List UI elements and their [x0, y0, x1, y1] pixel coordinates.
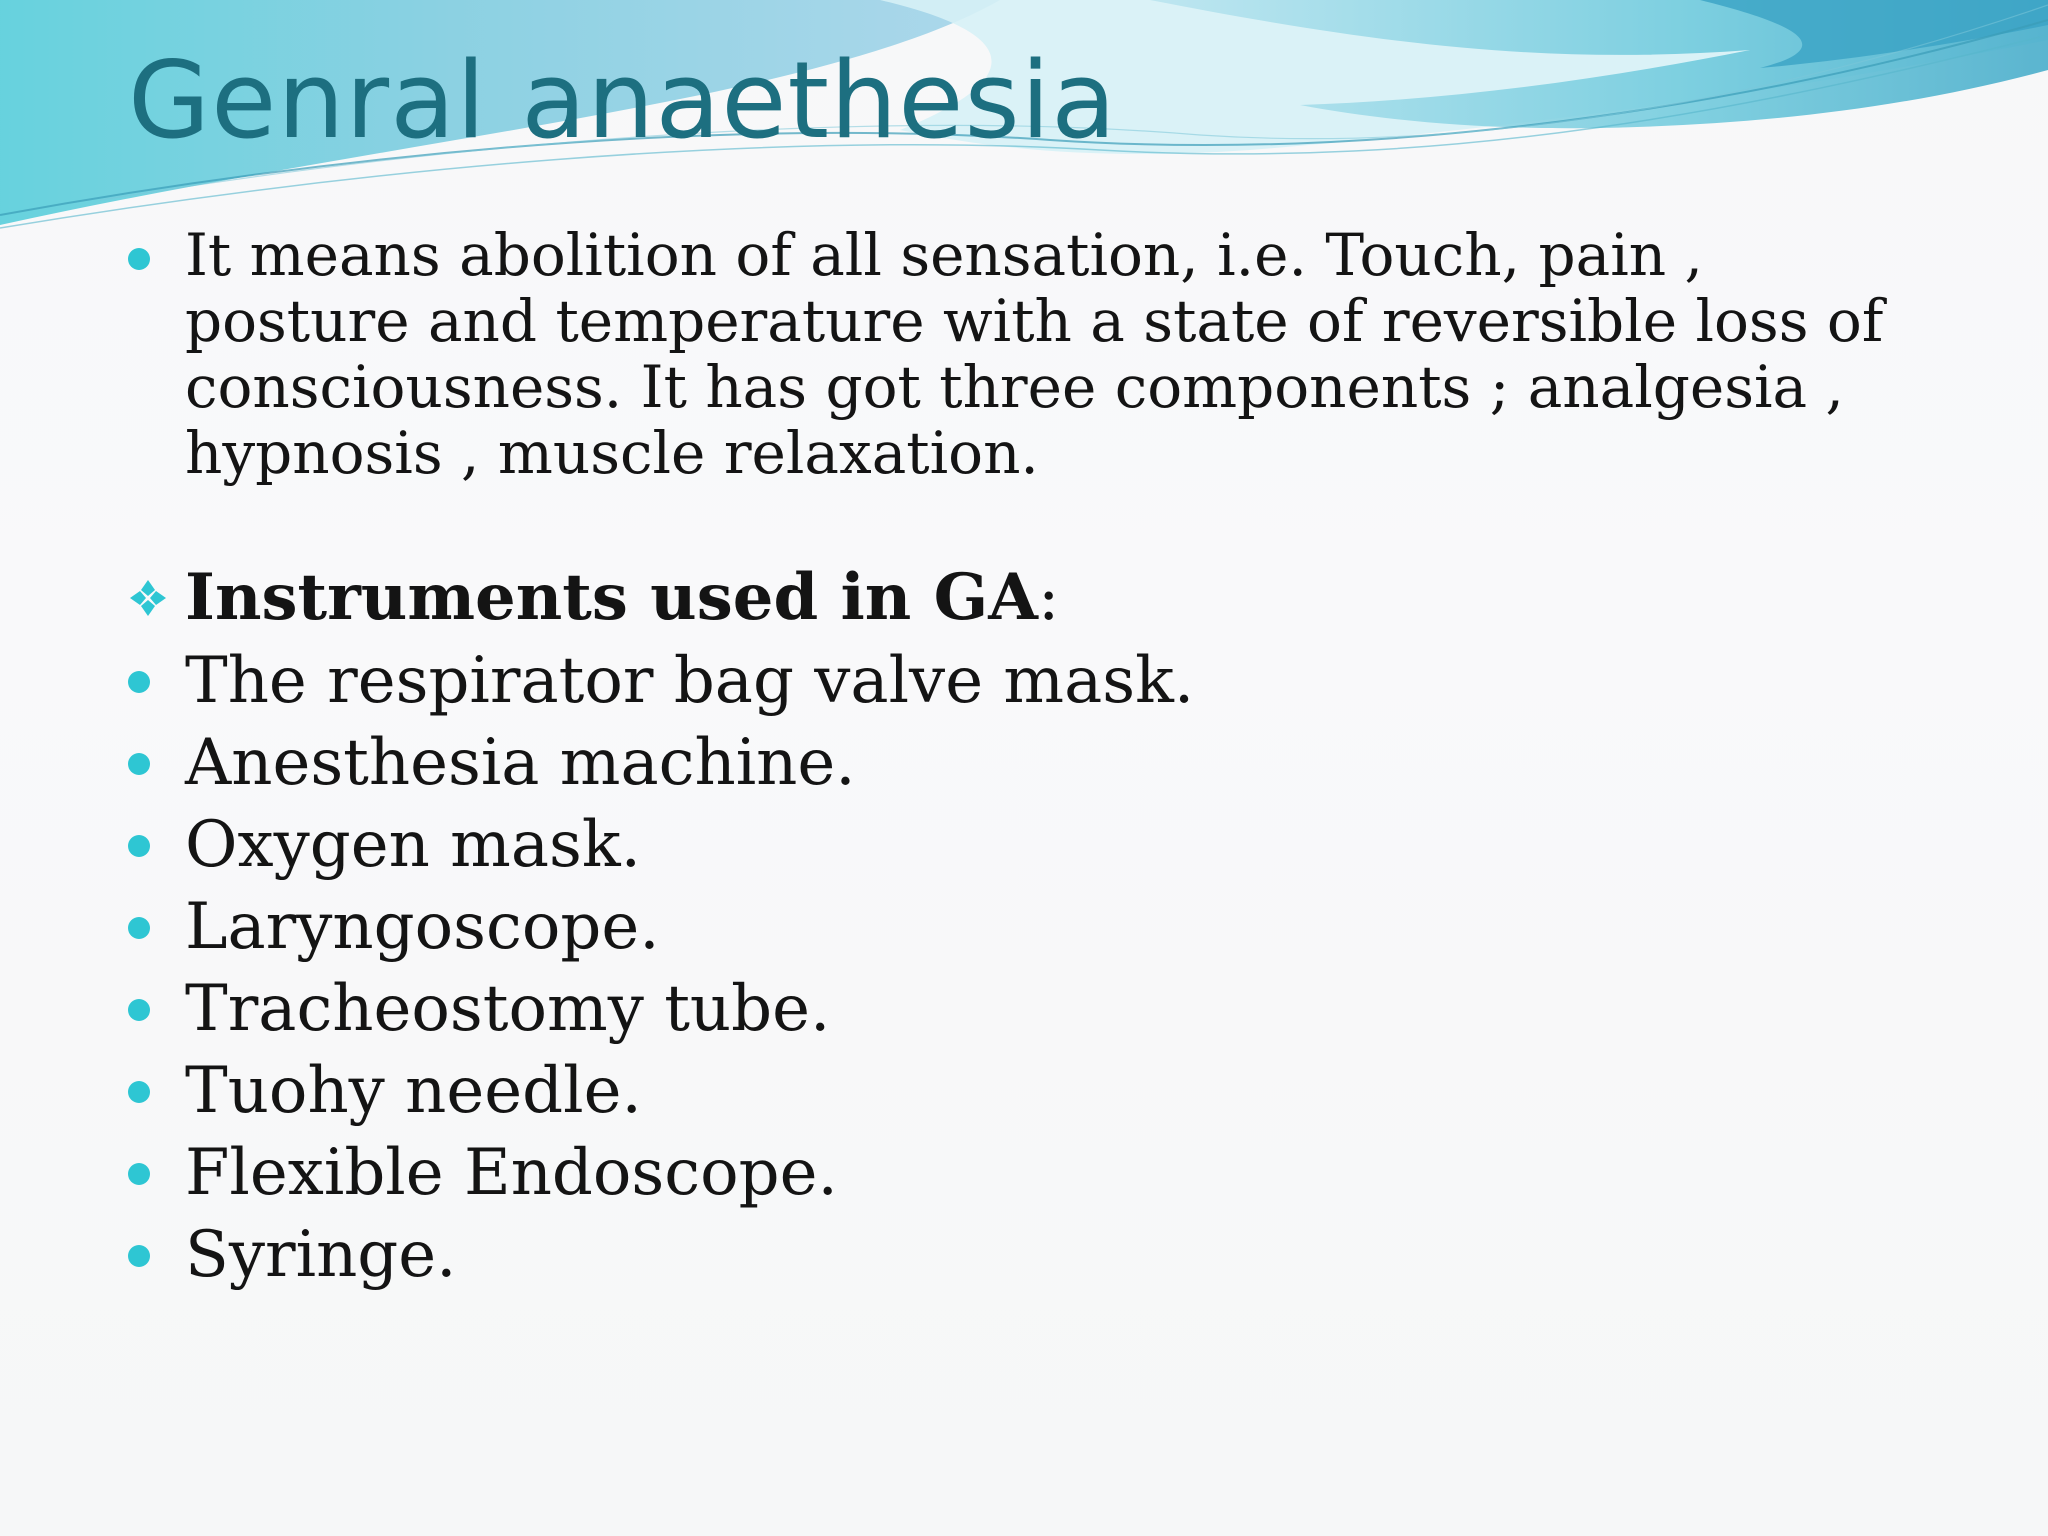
instruments-heading: [128, 556, 1928, 640]
dot-bullet-icon: [128, 917, 150, 939]
instrument-text: Flexible Endoscope.: [185, 1136, 838, 1210]
dot-bullet-icon: [128, 835, 150, 857]
instrument-text: Oxygen mask.: [185, 808, 641, 882]
list-item: [128, 1214, 1928, 1296]
diamond-bullet-icon: [128, 578, 168, 618]
dot-bullet-icon: [128, 671, 150, 693]
list-item: [128, 1050, 1928, 1132]
slide-title: Genral anaethesia: [128, 39, 1118, 162]
instrument-text: Laryngoscope.: [185, 890, 660, 964]
list-item: [128, 1132, 1928, 1214]
list-item: [128, 804, 1928, 886]
list-item: [128, 886, 1928, 968]
list-item: [128, 722, 1928, 804]
instruments-list: [128, 640, 1928, 1296]
dot-bullet-icon: [128, 1245, 150, 1267]
instrument-text: Tracheostomy tube.: [185, 972, 831, 1046]
dot-bullet-icon: [128, 999, 150, 1021]
instruments-heading-colon: :: [1037, 561, 1060, 635]
instrument-text: Anesthesia machine.: [185, 726, 856, 800]
dot-bullet-icon: [128, 248, 150, 270]
slide-content: [128, 222, 1928, 1296]
list-item: [128, 640, 1928, 722]
definition-paragraph: [128, 222, 1945, 486]
list-item: [128, 968, 1928, 1050]
dot-bullet-icon: [128, 1081, 150, 1103]
instrument-text: Tuohy needle.: [185, 1054, 642, 1128]
definition-text: It means abolition of all sensation, i.e. Touch, pain , posture and temperature with a state of reversible loss of consciousness. It has got three components ; analgesia , hypnosis , muscle relaxation.: [185, 221, 1884, 487]
instrument-text: Syringe.: [185, 1218, 457, 1292]
dot-bullet-icon: [128, 753, 150, 775]
instrument-text: The respirator bag valve mask.: [185, 644, 1195, 718]
dot-bullet-icon: [128, 1163, 150, 1185]
instruments-heading-text: Instruments used in GA: [185, 560, 1038, 635]
